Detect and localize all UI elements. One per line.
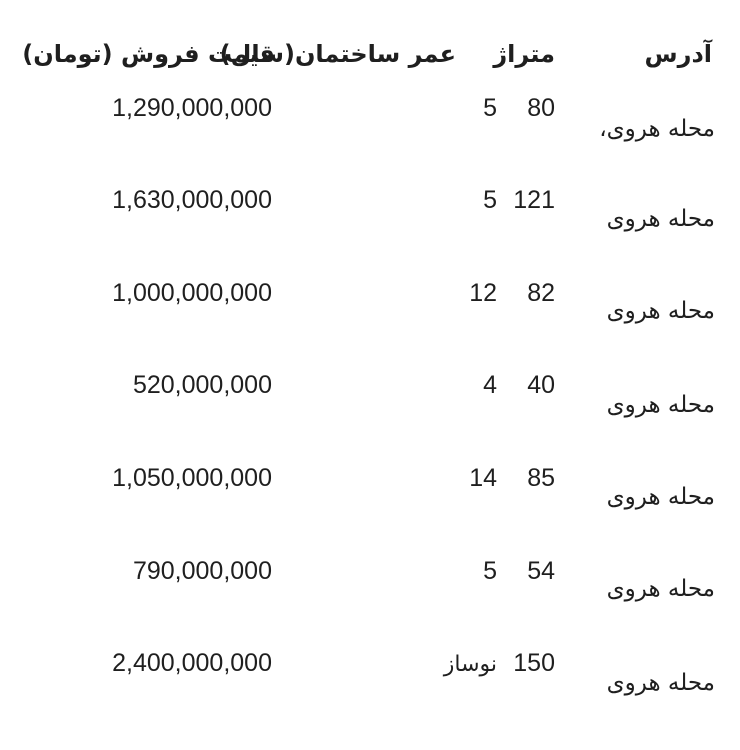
row-age: 5 [483,186,497,214]
row-address: محله هروی [606,576,715,602]
row-area: 121 [513,186,555,214]
row-price: 1,050,000,000 [112,464,272,492]
row-address: محله هروی [606,670,715,696]
row-price: 1,290,000,000 [112,94,272,122]
row-age: 12 [469,279,497,307]
row-address: محله هروی، [599,116,715,142]
row-address: محله هروی [606,298,715,324]
header-area: متراژ [493,40,555,68]
row-price: 1,630,000,000 [112,186,272,214]
row-price: 790,000,000 [132,557,272,585]
row-area: 150 [513,649,555,677]
row-age: 5 [483,94,497,122]
row-price: 520,000,000 [132,371,272,399]
row-address: محله هروی [606,484,715,510]
row-age: 4 [483,371,497,399]
row-age: نوساز [443,652,497,677]
row-area: 54 [527,557,555,585]
header-sale-price: قیمت فروش (تومان) [22,40,275,68]
row-price: 2,400,000,000 [112,649,272,677]
row-area: 82 [527,279,555,307]
row-address: محله هروی [606,392,715,418]
header-address: آدرس [644,40,712,68]
row-area: 40 [527,371,555,399]
row-area: 80 [527,94,555,122]
row-age: 5 [483,557,497,585]
row-price: 1,000,000,000 [112,279,272,307]
header-building-age: عمر ساختمان(سال) [219,40,456,68]
row-area: 85 [527,464,555,492]
row-address: محله هروی [606,206,715,232]
row-age: 14 [469,464,497,492]
